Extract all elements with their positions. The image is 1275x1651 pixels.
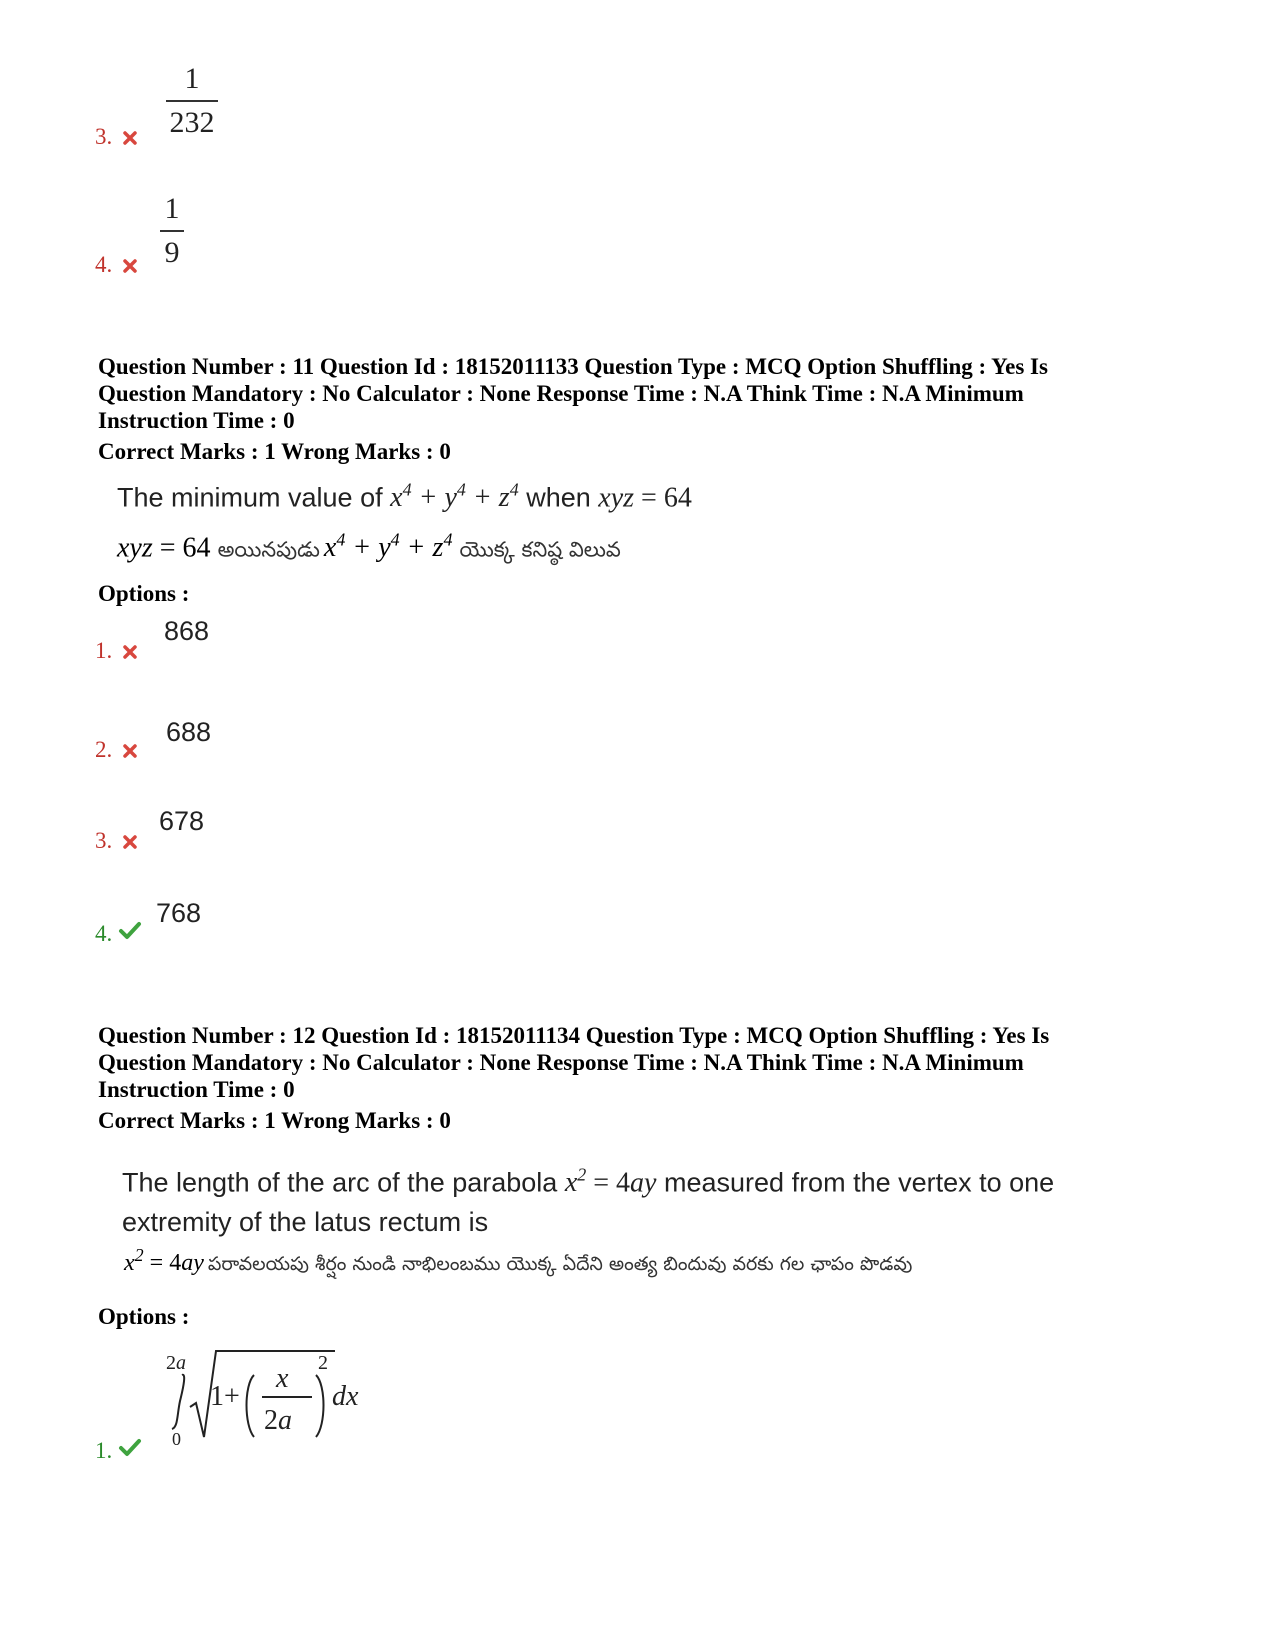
expression: $x^2$	[124, 1245, 144, 1276]
svg-text:x: x	[276, 1363, 289, 1394]
expression: = 4	[143, 1250, 182, 1276]
cross-icon	[122, 130, 138, 146]
meta-line: Instruction Time : 0	[98, 408, 295, 433]
svg-text:2: 2	[318, 1352, 328, 1374]
option-value: 768	[156, 898, 202, 928]
option-number: 1.	[95, 638, 113, 663]
svg-text:2a: 2a	[264, 1405, 292, 1436]
meta-line: Question Number : 11 Question Id : 18152011133 Question Type : MCQ Option Shuffling : Yes Is	[98, 354, 1048, 379]
check-icon	[118, 920, 142, 940]
question-text: measured from the vertex to one	[664, 1167, 1055, 1198]
cross-icon	[122, 644, 138, 660]
option-value: 688	[166, 717, 212, 747]
cross-icon	[122, 258, 138, 274]
expression: = 64	[634, 482, 692, 514]
meta-line: Instruction Time : 0	[98, 1077, 295, 1102]
check-icon	[118, 1437, 142, 1457]
expression: xyz	[117, 532, 153, 564]
option-number: 3.	[95, 828, 113, 853]
option-4-fraction	[160, 192, 184, 270]
expression: $x^4 + y^4 + z^4$	[323, 530, 453, 564]
fraction-bar	[166, 100, 218, 102]
expression: = 64	[152, 532, 218, 564]
question-12-text-telugu	[124, 1245, 912, 1280]
cross-icon	[122, 743, 138, 759]
option-number: 3.	[95, 124, 113, 149]
question-12-meta	[98, 1022, 1188, 1103]
option-value: 868	[164, 616, 210, 646]
options-label: Options :	[98, 581, 190, 606]
option-value: 678	[159, 806, 205, 836]
meta-line: Question Number : 12 Question Id : 18152011134 Question Type : MCQ Option Shuffling : Yes Is	[98, 1023, 1050, 1048]
meta-line: Question Mandatory : No Calculator : None Response Time : N.A Think Time : N.A Minimum	[98, 381, 1024, 406]
cross-icon	[122, 834, 138, 850]
question-text: The length of the arc of the parabola	[122, 1167, 558, 1198]
fraction-denominator: 9	[164, 236, 180, 269]
question-12-marks: Correct Marks : 1 Wrong Marks : 0	[98, 1108, 451, 1133]
question-12-text-english	[122, 1165, 1054, 1199]
option-number: 4.	[95, 921, 113, 946]
question-11-text-telugu	[117, 530, 621, 567]
fraction-numerator: 1	[164, 192, 180, 225]
expression: xyz	[598, 482, 635, 514]
option-number: 4.	[95, 252, 113, 277]
svg-text:0: 0	[172, 1429, 181, 1449]
question-11-text-english	[117, 480, 692, 514]
svg-text:1+: 1+	[210, 1381, 240, 1412]
fraction-numerator: 1	[184, 62, 200, 95]
question-11-meta	[98, 353, 1188, 434]
question-text: అయినపుడు	[217, 537, 320, 562]
option-number: 1.	[95, 1438, 113, 1463]
option-3-fraction	[166, 62, 218, 140]
fraction-bar	[160, 230, 184, 232]
expression: = 4	[586, 1167, 631, 1199]
expression: ay	[181, 1250, 204, 1276]
svg-text:2a: 2a	[166, 1352, 186, 1374]
question-11-marks: Correct Marks : 1 Wrong Marks : 0	[98, 439, 451, 464]
question-text: when	[526, 482, 591, 513]
svg-text:dx: dx	[332, 1381, 359, 1412]
question-12-text-english-line2: extremity of the latus rectum is	[122, 1207, 489, 1237]
options-label: Options :	[98, 1304, 190, 1329]
expression: $x^4 + y^4 + z^4$	[390, 480, 519, 514]
fraction-denominator: 232	[169, 106, 215, 139]
meta-line: Question Mandatory : No Calculator : None Response Time : N.A Think Time : N.A Minimum	[98, 1050, 1024, 1075]
option-number: 2.	[95, 737, 113, 762]
expression: ay	[630, 1167, 657, 1199]
option-1-integral-formula	[160, 1345, 380, 1455]
expression: $x^2$	[564, 1165, 587, 1199]
question-text: యొక్క కనిష్ఠ విలువ	[459, 537, 621, 562]
question-text: The minimum value of	[117, 482, 383, 513]
question-text: పరావలయపు శీర్షం నుండి నాభిలంబము యొక్క ఏదేని అంత్య బిందువు వరకు గల ఛాపం పొడవు	[207, 1253, 913, 1275]
